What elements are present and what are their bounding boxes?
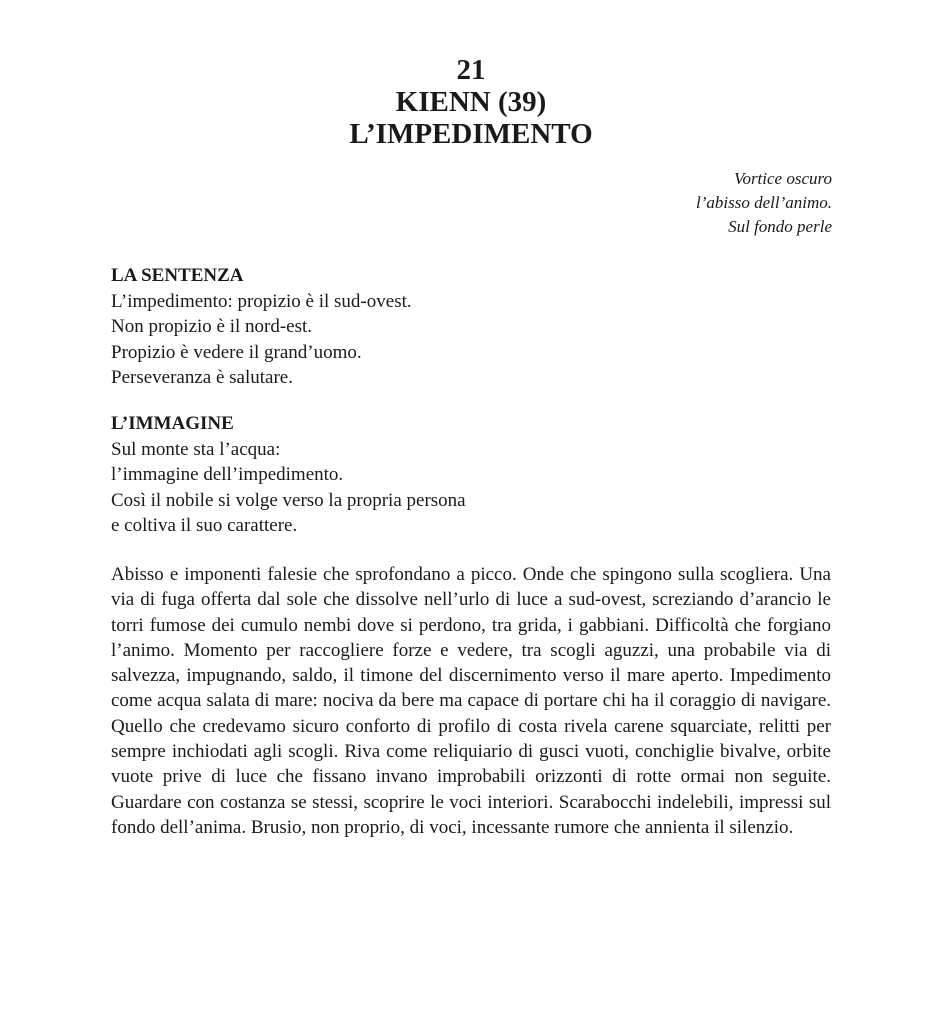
verse-line: L’impedimento: propizio è il sud-ovest. [111, 290, 412, 312]
chapter-number: 21 [456, 54, 486, 86]
verse-line: Non propizio è il nord-est. [111, 316, 313, 337]
verse-line: l’immagine dell’impedimento. [111, 464, 344, 485]
section-sentenza [111, 263, 831, 391]
haiku-line: Sul fondo perle [728, 217, 832, 236]
verse-line: e coltiva il suo carattere. [111, 515, 298, 536]
commentary-paragraph: Abisso e imponenti falesie che sprofondano a picco. Onde che spingono sulla scogliera. Una via di fuga offerta dal sole che dissolve nell’urlo di luce a sud-ovest, screziando d’arancio le torri fumose dei cumulo nembi dove si perdono, tra grida, i gabbiani. Difficoltà che forgiano l’animo. Momento per raccogliere forze e vedere, tra scogli aguzzi, una probabile via di salvezza, impugnando, saldo, il timone del discernimento verso il mare aperto. Impedimento come acqua salata di mare: nociva da bere ma capace di portare chi ha il coraggio di navigare. Quello che credevamo sicuro conforto di profilo di costa rivela carene squarciate, relitti per sempre inchiodati agli scogli. Riva come reliquiario di gusci vuoti, conchiglie bivalve, orbite vuote prive di luce che fissano invano improbabili orizzonti di rotte ormai non seguite. Guardare con costanza se stessi, scoprire le voci interiori. Scarabocchi indelebili, impressi sul fondo dell’anima. Brusio, non proprio, di voci, incessante rumore che annienta il silenzio. [111, 564, 831, 838]
verse-line: Così il nobile si volge verso la propria persona [111, 489, 466, 511]
verse-line: Propizio è vedere il grand’uomo. [111, 341, 362, 363]
verse-line: Perseveranza è salutare. [111, 367, 293, 388]
haiku-line: l’abisso dell’animo. [696, 193, 832, 212]
section-heading: LA SENTENZA [111, 265, 244, 286]
haiku-epigraph [696, 167, 832, 239]
hexagram-name: KIENN (39) [395, 86, 547, 118]
section-heading: L’IMMAGINE [111, 413, 234, 434]
haiku-line: Vortice oscuro [733, 169, 832, 188]
verse-line: Sul monte sta l’acqua: [111, 438, 281, 460]
chapter-header [0, 54, 942, 150]
section-immagine [111, 411, 831, 539]
chapter-title: L’IMPEDIMENTO [349, 118, 593, 150]
